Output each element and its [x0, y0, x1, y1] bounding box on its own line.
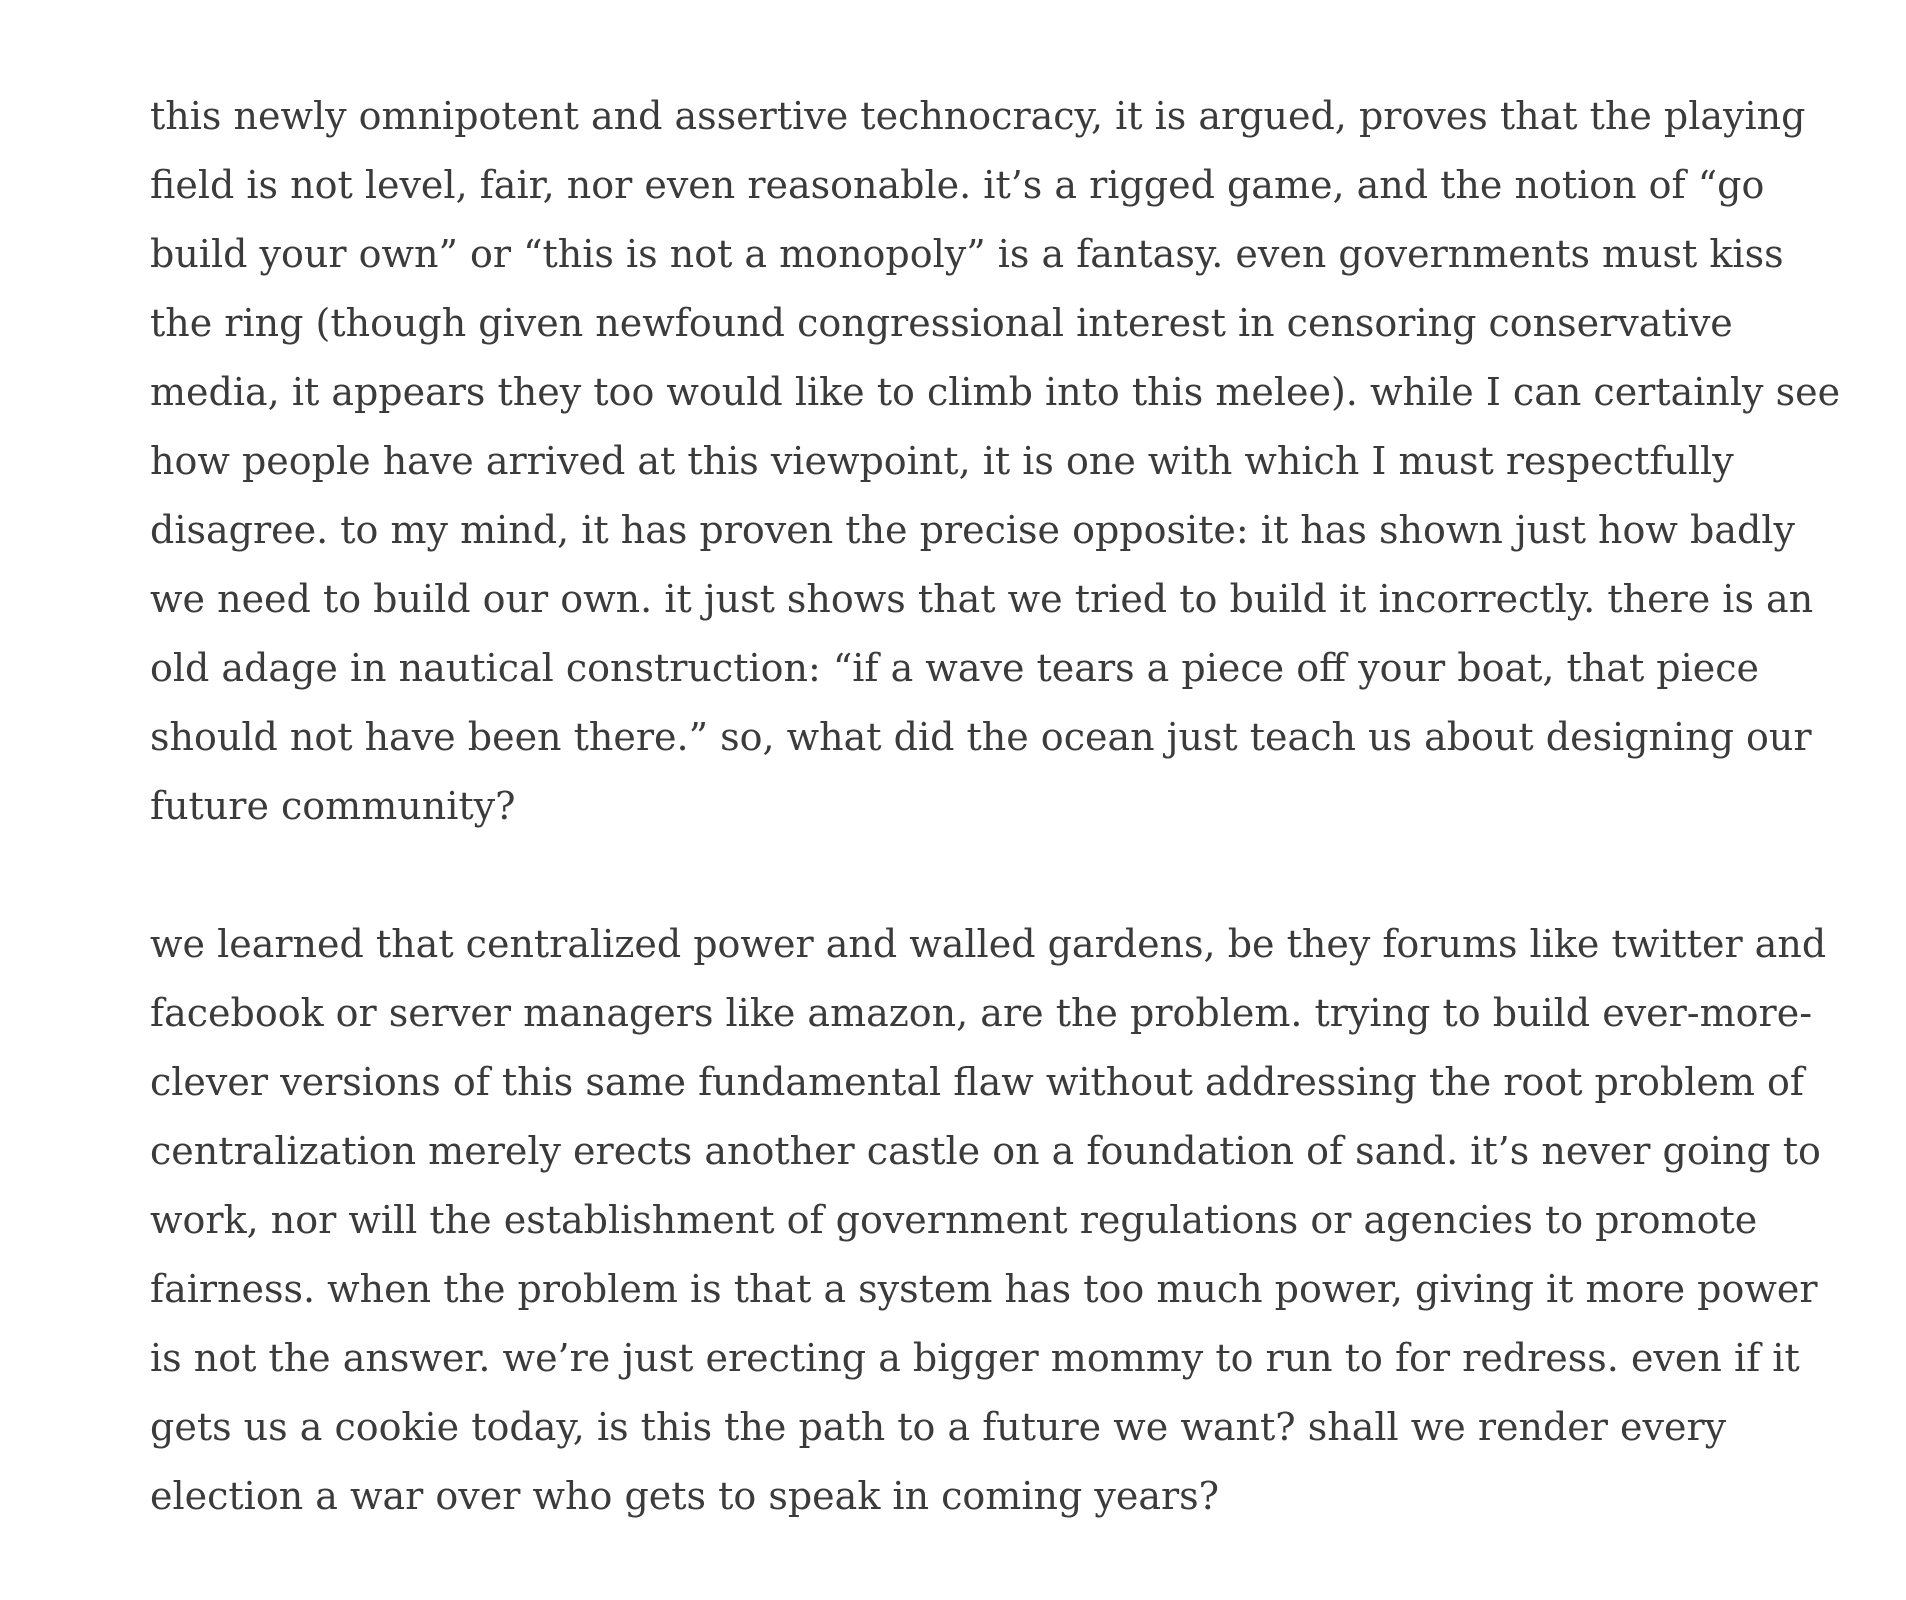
text-line: election a war over who gets to speak in coming years? — [150, 1474, 1220, 1518]
text-line: we learned that centralized power and walled gardens, be they forums like twitter and — [150, 922, 1827, 966]
text-line: clever versions of this same fundamental flaw without addressing the root problem of — [150, 1060, 1804, 1104]
paragraph — [150, 82, 1841, 841]
text-line: is not the answer. we’re just erecting a bigger mommy to run to for redress. even if it — [150, 1336, 1800, 1380]
text-line: disagree. to my mind, it has proven the precise opposite: it has shown just how badly — [150, 508, 1795, 552]
paragraph-spacer — [150, 841, 1810, 910]
text-line — [150, 1531, 1810, 1600]
text-line: media, it appears they too would like to climb into this melee). while I can certainly see — [150, 370, 1841, 414]
text-line: how people have arrived at this viewpoint, it is one with which I must respectfully — [150, 439, 1734, 483]
text-line: work, nor will the establishment of government regulations or agencies to promote — [150, 1198, 1758, 1242]
text-line: this newly omnipotent and assertive technocracy, it is argued, proves that the playing — [150, 94, 1806, 138]
text-line: should not have been there.” so, what did the ocean just teach us about designing our — [150, 715, 1812, 759]
text-line: centralization merely erects another castle on a foundation of sand. it’s never going to — [150, 1129, 1821, 1173]
text-line: field is not level, fair, nor even reasonable. it’s a rigged game, and the notion of “go — [150, 163, 1765, 207]
text-line: old adage in nautical construction: “if a wave tears a piece off your boat, that piece — [150, 646, 1760, 690]
article-body — [150, 82, 1841, 1600]
paragraph — [150, 910, 1827, 1600]
text-line: gets us a cookie today, is this the path to a future we want? shall we render every — [150, 1405, 1727, 1449]
text-line: build your own” or “this is not a monopoly” is a fantasy. even governments must kiss — [150, 232, 1784, 276]
text-line: facebook or server managers like amazon, are the problem. trying to build ever-more- — [150, 991, 1813, 1035]
text-line: fairness. when the problem is that a system has too much power, giving it more power — [150, 1267, 1818, 1311]
text-line: the ring (though given newfound congressional interest in censoring conservative — [150, 301, 1733, 345]
text-line: future community? — [150, 784, 516, 828]
text-line: we need to build our own. it just shows that we tried to build it incorrectly. there is an — [150, 577, 1814, 621]
